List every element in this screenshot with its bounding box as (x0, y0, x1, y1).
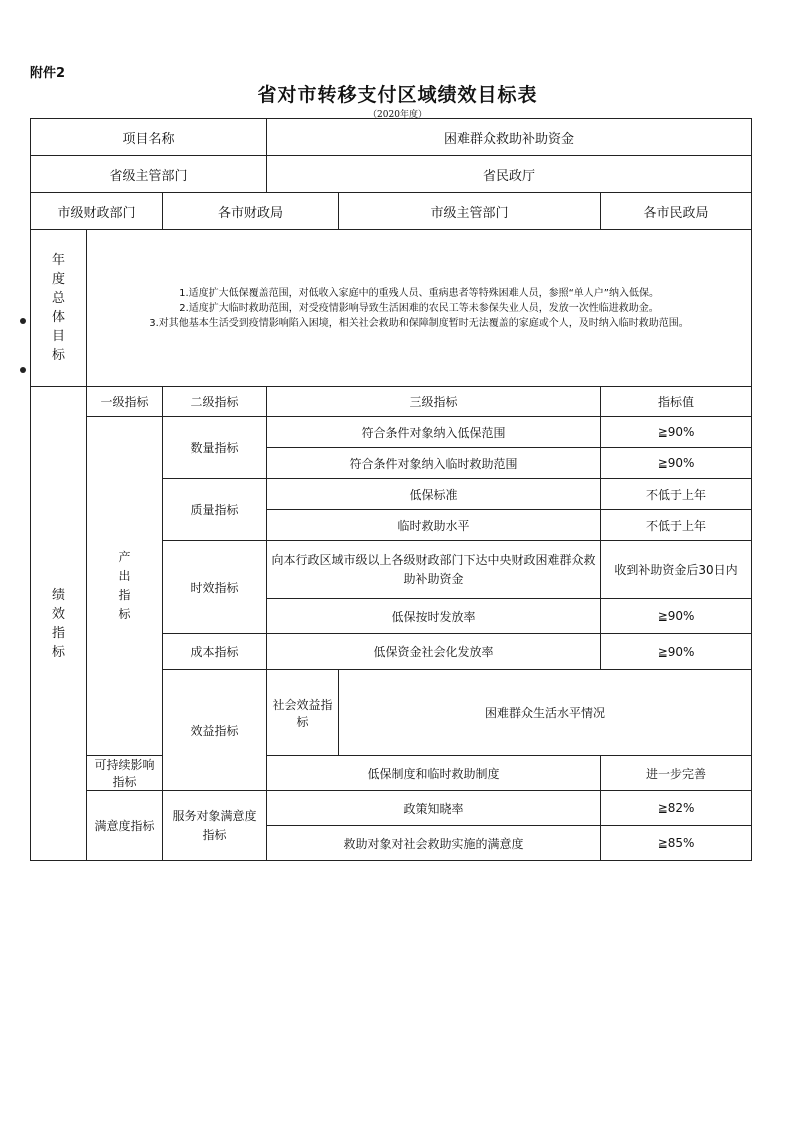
indicator-value: ≧90% (601, 417, 752, 448)
city-finance-label: 市级财政部门 (31, 193, 163, 230)
header-level2: 二级指标 (163, 387, 267, 417)
indicator-name: 救助对象对社会救助实施的满意度 (267, 826, 601, 861)
indicator-name: 向本行政区域市级以上各级财政部门下达中央财政困难群众救助补助资金 (267, 541, 601, 599)
indicator-value: ≧82% (601, 791, 752, 826)
page-title: 省对市转移支付区域绩效目标表 (257, 84, 538, 106)
header-level1: 一级指标 (87, 387, 163, 417)
indicator-name: 政策知晓率 (267, 791, 601, 826)
indicator-name: 符合条件对象纳入低保范围 (267, 417, 601, 448)
timeliness-indicator-label: 时效指标 (163, 541, 267, 634)
header-value: 指标值 (601, 387, 752, 417)
indicator-name: 低保制度和临时救助制度 (267, 756, 601, 791)
attachment-label: 附件2 (30, 66, 66, 81)
indicator-value: 收到补助资金后30日内 (601, 541, 752, 599)
quantity-indicator-label: 数量指标 (163, 417, 267, 479)
indicator-value: 不低于上年 (601, 479, 752, 510)
indicator-name: 临时救助水平 (267, 510, 601, 541)
city-dept-label: 市级主管部门 (339, 193, 601, 230)
city-dept-value: 各市民政局 (601, 193, 752, 230)
social-benefit-label: 社会效益指标 (267, 670, 339, 756)
provincial-dept-value: 省民政厅 (267, 156, 752, 193)
city-finance-value: 各市财政局 (163, 193, 339, 230)
quality-indicator-label: 质量指标 (163, 479, 267, 541)
goal-item: 2.适度扩大临时救助范围，对受疫情影响导致生活困难的农民工等未参保失业人员，发放一次性临进救助金。 (179, 302, 659, 314)
annual-goal-label: 年 度 总 体 目 标 (31, 230, 87, 387)
indicator-name: 符合条件对象纳入临时救助范围 (267, 448, 601, 479)
output-indicator-label: 产 出 指 标 (87, 417, 163, 756)
project-name-label: 项目名称 (31, 119, 267, 156)
margin-mark (20, 318, 26, 324)
sustainable-impact-label: 可持续影响指标 (87, 756, 163, 791)
cost-indicator-label: 成本指标 (163, 634, 267, 670)
indicators-label: 绩 效 指 标 (31, 387, 87, 861)
satisfaction-indicator-label: 满意度指标 (87, 791, 163, 861)
annual-goal-content (87, 230, 752, 387)
indicator-value: ≧85% (601, 826, 752, 861)
indicator-value: ≧90% (601, 448, 752, 479)
year-note: （2020年度） (368, 110, 427, 120)
service-satisfaction-label: 服务对象满意度指标 (163, 791, 267, 861)
indicator-value: ≧90% (601, 599, 752, 634)
indicator-name: 低保按时发放率 (267, 599, 601, 634)
performance-target-table (30, 118, 752, 861)
provincial-dept-label: 省级主管部门 (31, 156, 267, 193)
indicator-name: 低保标准 (267, 479, 601, 510)
goal-item: 1.适度扩大低保覆盖范围，对低收入家庭中的重残人员、重病患者等特殊困难人员，参照“单人户”纳入低保。 (179, 287, 659, 299)
benefit-indicator-label: 效益指标 (163, 670, 267, 791)
indicator-value: 不低于上年 (601, 510, 752, 541)
indicator-value: 进一步完善 (601, 756, 752, 791)
indicator-name: 低保资金社会化发放率 (267, 634, 601, 670)
header-level3: 三级指标 (267, 387, 601, 417)
margin-mark (20, 367, 26, 373)
project-name-value: 困难群众救助补助资金 (267, 119, 752, 156)
indicator-name: 困难群众生活水平情况 (339, 670, 752, 756)
indicator-value: ≧90% (601, 634, 752, 670)
goal-item: 3.对其他基本生活受到疫情影响陷入困境，相关社会救助和保障制度暂时无法覆盖的家庭或个人，及时纳入临时救助范围。 (149, 317, 689, 329)
